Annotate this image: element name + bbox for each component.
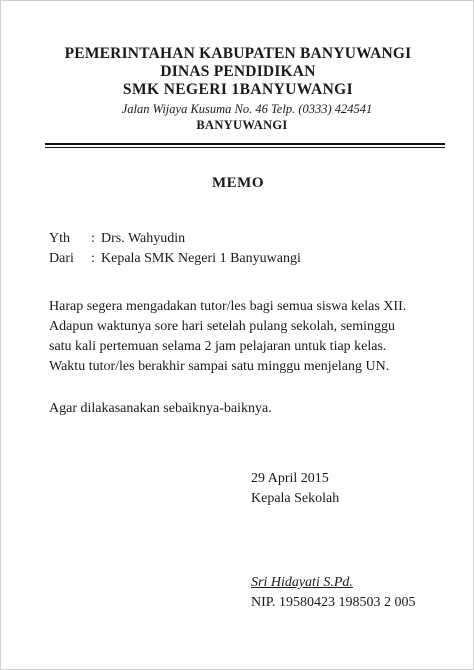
field-sender — [49, 249, 301, 269]
field-recipient-label: Yth — [49, 231, 70, 246]
memo-body — [49, 297, 449, 377]
letterhead-divider-thick — [45, 143, 445, 145]
field-sender-value: Kepala SMK Negeri 1 Banyuwangi — [101, 251, 301, 266]
memo-title: MEMO — [212, 175, 264, 191]
signature-role: Kepala Sekolah — [251, 491, 340, 506]
field-sender-label: Dari — [49, 251, 74, 266]
signature-name: Sri Hidayati S.Pd. — [251, 575, 353, 590]
signature-nip: NIP. 19580423 198503 2 005 — [251, 595, 416, 610]
signature-block — [251, 469, 416, 613]
letterhead-department: DINAS PENDIDIKAN — [160, 63, 316, 80]
letterhead-school: SMK NEGERI 1BANYUWANGI — [122, 81, 354, 98]
field-recipient-separator: : — [91, 231, 95, 246]
letterhead-government: PEMERINTAHAN KABUPATEN BANYUWANGI — [64, 45, 412, 62]
signature-date: 29 April 2015 — [251, 471, 329, 486]
letterhead-address: Jalan Wijaya Kusuma No. 46 Telp. (0333) 424541 — [121, 102, 373, 116]
memo-body-line: satu kali pertemuan selama 2 jam pelajaran untuk tiap kelas. — [49, 339, 387, 354]
memo-address-fields — [49, 229, 301, 269]
memo-closing: Agar dilakasanakan sebaiknya-baiknya. — [49, 401, 272, 416]
letterhead — [1, 45, 474, 133]
letterhead-divider-thin — [45, 147, 445, 148]
field-recipient-value: Drs. Wahyudin — [101, 231, 186, 246]
letterhead-city: BANYUWANGI — [196, 118, 288, 132]
memo-body-line: Harap segera mengadakan tutor/les bagi semua siswa kelas XII. — [49, 299, 407, 314]
memo-body-line: Adapun waktunya sore hari setelah pulang sekolah, seminggu — [49, 319, 396, 334]
memo-body-line: Waktu tutor/les berakhir sampai satu minggu menjelang UN. — [49, 359, 390, 374]
field-recipient — [49, 229, 301, 249]
field-sender-separator: : — [91, 251, 95, 266]
